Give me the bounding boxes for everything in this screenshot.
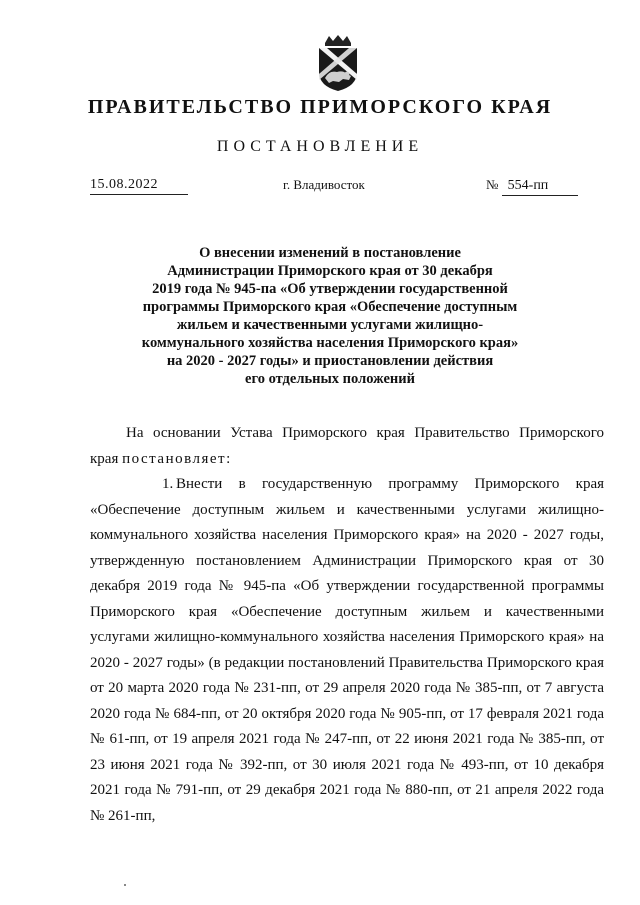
scan-dot — [124, 884, 126, 886]
preamble-line — [90, 447, 604, 473]
item-text: Внести в государственную программу Приморского края «Обеспечение доступным жильем и качественными услугами жилищно-коммунального хозяйства населения Приморского края» на 2020 - 2027 годы, утвержденную постановлением Администрации Приморского края от 30 декабря 2019 года № 945-па «Об утверждении государственной программы Приморского края «Обеспечение доступным жильем и качественными услугами жилищно-коммунального хозяйства населения Приморского края» на 2020 - 2027 годы» (в редакции постановлений Правительства Приморского края от 20 марта 2020 года № 231-пп, от 29 апреля 2020 года № 385-пп, от 7 августа 2020 года № 684-пп, от 20 октября 2020 года № 905-пп, от 17 февраля 2021 года № 61-пп, от 19 апреля 2021 года № 247-пп, от 22 июня 2021 года № 385-пп, от 23 июня 2021 года № 392-пп, от 30 июля 2021 года № 493-пп, от 10 декабря 2021 года № 791-пп, от 29 декабря 2021 года № 880-пп, от 21 апреля 2022 года № 261-пп, — [90, 476, 604, 824]
document-date: 15.08.2022 — [90, 176, 188, 195]
document-body — [90, 421, 604, 829]
preamble-line: На основании Устава Приморского края Правительство Приморского — [126, 425, 604, 441]
subject-line: Администрации Приморского края от 30 декабря — [167, 263, 493, 279]
item-number: 1. — [162, 476, 174, 492]
item-paragraph — [90, 472, 604, 829]
subject-line: программы Приморского края «Обеспечение доступным — [142, 299, 518, 315]
subject-line: жильем и качественными услугами жилищно- — [176, 317, 484, 333]
subject-line: на 2020 - 2027 годы» и приостановлении действия — [166, 353, 494, 369]
coat-of-arms-icon — [313, 34, 363, 92]
document-number-block — [486, 176, 578, 196]
preamble-text: края — [90, 450, 123, 467]
document-meta-row — [0, 176, 640, 196]
number-sign: № — [486, 177, 499, 192]
document-city: г. Владивосток — [283, 177, 365, 192]
government-title: ПРАВИТЕЛЬСТВО ПРИМОРСКОГО КРАЯ — [87, 96, 553, 118]
resolves-word: постановляет: — [122, 450, 232, 467]
document-type: ПОСТАНОВЛЕНИЕ — [216, 138, 424, 155]
subject-line: 2019 года № 945-па «Об утверждении государственной — [152, 281, 508, 297]
document-number: 554-пп — [502, 177, 578, 196]
subject-line: О внесении изменений в постановление — [199, 245, 461, 261]
subject-line: его отдельных положений — [245, 371, 415, 387]
subject-line: коммунального хозяйства населения Приморского края» — [141, 335, 519, 351]
document-subject — [110, 244, 550, 388]
